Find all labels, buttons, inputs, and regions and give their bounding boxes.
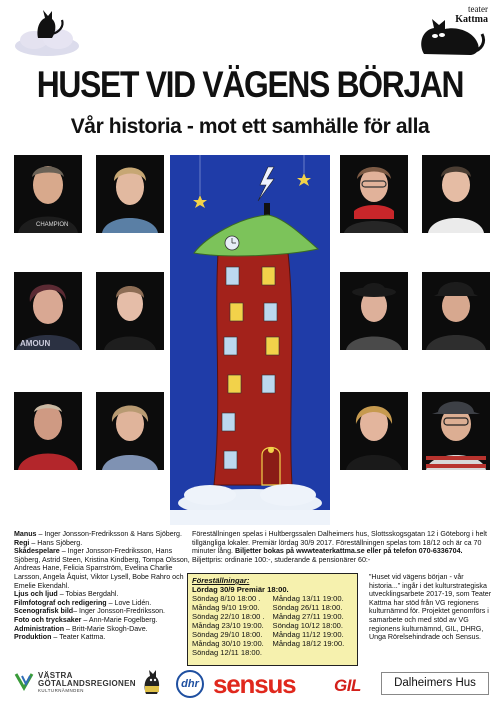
credit-role: Foto och trycksaker — [14, 615, 82, 624]
gil-logo: GIL — [334, 676, 361, 695]
credit-role: Filmfotograf och redigering — [14, 598, 107, 607]
schedule-date: Måndag 23/10 19:00. — [192, 621, 264, 630]
schedule-column-1 — [192, 594, 273, 657]
vgregion-line-2: GÖTALANDSREGIONEN — [38, 679, 136, 688]
schedule-date: Söndag 26/11 18:00. — [272, 603, 343, 612]
vgregion-line-1: VÄSTRA — [38, 671, 73, 680]
portrait-photo — [340, 392, 408, 470]
portrait-photo — [340, 272, 408, 350]
schedule-date: Söndag 29/10 18:00. — [192, 630, 263, 639]
schedule-date: Söndag 22/10 18:00 . — [192, 612, 265, 621]
logo-brand-name: Kattma — [455, 14, 488, 25]
dalheimers-hus-logo: Dalheimers Hus — [381, 672, 489, 695]
portrait-photo — [14, 155, 82, 233]
credit-names: – Inger Jonsson-Fredriksson & Hans Sjöberg. — [36, 530, 182, 538]
schedule-heading: Föreställningar: — [192, 576, 250, 585]
svg-text:AMOUN: AMOUN — [20, 339, 51, 348]
cat-cloud-logo — [12, 6, 82, 58]
credit-names: – Teater Kattma. — [51, 633, 106, 642]
info-text-1: Föreställningen spelas i Hultbergssalen Dalheimers hus, Slottsskogsgatan 12 i Göteborg i helt tillgängliga lokaler. Premiär lördag 30/9 2017. Föreställningen spelas tom 18/12 och är ca 70 minuter lång. — [192, 530, 487, 556]
credit-role: Scenografisk bild — [14, 607, 74, 616]
portrait-photo — [96, 392, 164, 470]
credits-text — [14, 530, 192, 642]
vgregion-sub: KULTURNÄMNDEN — [38, 688, 84, 693]
credits-block — [14, 530, 192, 642]
schedule-date: Måndag 9/10 19:00. — [192, 603, 260, 612]
cat-mascot-icon — [140, 668, 164, 696]
credit-role: Skådespelare — [14, 547, 60, 556]
svg-text:CHAMPION: CHAMPION — [36, 222, 69, 228]
credit-names: – Inger Jonsson-Fredriksson, Hans Sjöberg, Astrid Steen, Kristina Kindberg, Tompa Olsson, Andreas Hane, Felicia Sparrström, Evelina Charlie Larsson, Angela Åquist, Viktor Lysell, Bobe Rahro och Emelie Ekendahl. — [14, 547, 190, 590]
credit-role: Administration — [14, 624, 65, 633]
page-title: HUSET VID VÄGENS BÖRJAN — [36, 64, 464, 105]
ticket-booking-text: Biljetter bokas på wwwteaterkattma.se eller på telefon 070-6336704. — [234, 547, 463, 556]
schedule-date: Söndag 8/10 18:00 . — [192, 594, 261, 603]
vgregion-logo-icon — [14, 670, 38, 692]
credit-role: Produktion — [14, 633, 52, 642]
schedule-date: Måndag 13/11 19:00. — [272, 594, 344, 603]
portrait-photo — [422, 272, 490, 350]
credit-names: – Ann-Marie Fogelberg. — [81, 615, 158, 624]
credit-names: – Britt-Marie Skogh-Dave. — [64, 624, 148, 633]
portrait-photo — [340, 155, 408, 233]
credit-role: Regi — [14, 538, 30, 547]
schedule-date: Måndag 30/10 19:00. — [192, 639, 264, 648]
credit-role: Manus — [14, 530, 37, 538]
credit-role: Ljus och ljud — [14, 590, 58, 599]
project-description: ”Huset vid vägens början - vår historia...” ingår i det kulturstrategiska utvecklingsarbete 2017-19, som Teater Kattma har stöd från VG regionens kulturnämnd för. Projektet genomförs i samarbete och med stöd av VG regionens kulturnämnd, GIL, DHRG, Unga Rörelsehindrade och Sensus. — [369, 573, 492, 642]
schedule-premiere: Lördag 30/9 Premiär 18:00. — [192, 585, 289, 594]
schedule-date: Måndag 18/12 19:00. — [272, 639, 345, 648]
credit-names: – Inger Jonsson-Fredriksson. — [73, 607, 166, 616]
portrait-photo — [422, 155, 490, 233]
portrait-photo — [96, 272, 164, 350]
dhr-logo: dhr — [176, 670, 204, 698]
portrait-photo — [422, 392, 490, 470]
house-painting — [170, 155, 330, 525]
schedule-date: Söndag 10/12 18:00. — [272, 621, 344, 630]
performance-info — [192, 530, 488, 564]
sensus-logo: sensus — [213, 669, 296, 699]
portrait-photo — [96, 155, 164, 233]
portrait-photo — [14, 272, 82, 350]
schedule-date: Söndag 12/11 18:00. — [192, 648, 262, 657]
credit-names: – Hans Sjöberg. — [29, 538, 83, 547]
logo-brand-small: teater — [468, 4, 488, 14]
portrait-photo — [14, 392, 82, 470]
info-text-2: Biljettpris: ordinarie 100:-, studerande & pensionärer 60:- — [192, 555, 371, 564]
performance-schedule — [187, 573, 358, 666]
schedule-column-2 — [273, 594, 354, 657]
vgregion-name — [38, 672, 136, 688]
credit-names: – Tobias Bergdahl. — [57, 590, 119, 599]
page-subtitle: Vår historia - mot ett samhälle för alla — [70, 115, 430, 138]
teater-kattma-logo — [414, 4, 488, 58]
schedule-date: Måndag 11/12 19:00. — [272, 630, 344, 639]
credit-names: – Love Lidén. — [106, 598, 152, 607]
schedule-date: Måndag 27/11 19:00. — [272, 612, 344, 621]
